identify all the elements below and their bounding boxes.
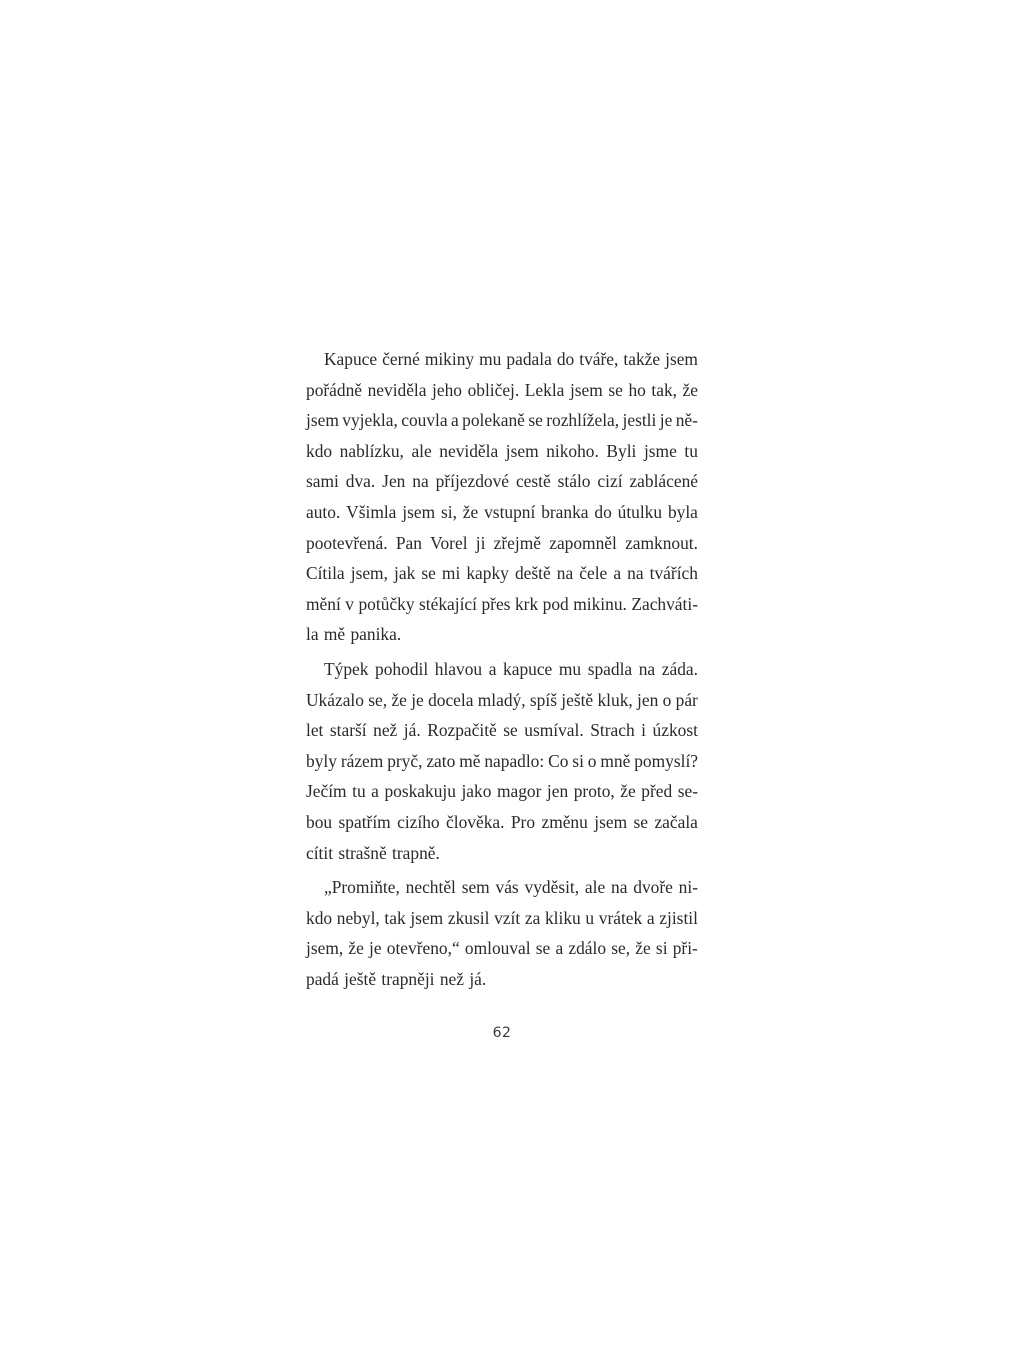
word: pohodil <box>375 658 429 679</box>
word: Kapuce <box>324 349 378 369</box>
word: pomyslí? <box>634 750 698 771</box>
word: Ječím <box>306 781 347 802</box>
word: na <box>627 563 644 584</box>
word: Pan <box>395 532 422 553</box>
word: do <box>594 501 612 522</box>
text-line <box>306 872 698 903</box>
word: a <box>613 563 622 584</box>
word: při- <box>672 938 698 959</box>
word: já. <box>403 720 421 741</box>
word: krk <box>514 593 539 614</box>
word: jsem <box>306 410 339 431</box>
word: proto, <box>573 781 615 802</box>
word: Co <box>548 750 569 771</box>
word: jsme <box>643 440 677 461</box>
word: že <box>391 689 407 710</box>
word: jestli <box>622 410 657 431</box>
word: zřejmě <box>493 532 541 553</box>
text-line <box>306 497 698 528</box>
word: se- <box>677 781 698 802</box>
word: kapky <box>466 563 509 584</box>
body-text <box>306 344 698 994</box>
line-text: cítit strašně trapně. <box>306 842 440 863</box>
word: mi <box>441 563 461 584</box>
word: se <box>503 720 518 741</box>
word: mikinu. <box>573 593 627 614</box>
word: jsem, <box>306 938 344 959</box>
word: polekaně <box>462 410 525 431</box>
word: se, <box>611 938 631 959</box>
word: byla <box>667 501 698 522</box>
word: že <box>635 938 651 959</box>
word: zkusil <box>447 907 490 928</box>
word: a <box>450 410 459 431</box>
word: kapuce <box>503 658 553 679</box>
text-line <box>306 344 698 375</box>
word: mu <box>479 349 502 369</box>
word: Strach <box>590 720 635 741</box>
word: jsem <box>594 811 628 832</box>
word: i <box>641 720 647 741</box>
word: na <box>611 877 628 898</box>
text-line <box>306 654 698 685</box>
word: a <box>555 938 564 959</box>
word: vstupní <box>484 501 536 522</box>
word: jeho <box>432 379 462 400</box>
word: ně- <box>675 410 698 431</box>
word: na <box>638 658 656 679</box>
word: změnu <box>541 811 588 832</box>
word: vyděsit, <box>524 877 580 898</box>
word: se <box>633 811 649 832</box>
word: kluk, <box>597 689 633 710</box>
word: Zachváti- <box>631 593 698 614</box>
word: spatřím <box>338 811 391 832</box>
word: tu <box>684 440 698 461</box>
word: tak <box>384 907 406 928</box>
word: čele <box>579 563 608 584</box>
text-line <box>306 903 698 934</box>
word: že <box>462 501 479 522</box>
word: jsem <box>665 349 698 369</box>
word: cestě <box>515 471 551 492</box>
word: usmíval. <box>524 720 584 741</box>
word: jsem <box>410 907 444 928</box>
word: je <box>659 410 673 431</box>
word: starší <box>329 720 367 741</box>
word: si, <box>440 501 457 522</box>
word: se, <box>368 689 388 710</box>
word: deště <box>514 563 551 584</box>
word: na <box>556 563 574 584</box>
word: u <box>585 907 595 928</box>
word: a <box>488 658 497 679</box>
word: útulku <box>617 501 663 522</box>
paragraph-3 <box>306 872 698 994</box>
word: pod <box>542 593 569 614</box>
word: Vorel <box>430 532 468 553</box>
word: otevřeno,“ <box>386 938 460 959</box>
word: přes <box>481 593 511 614</box>
word: je <box>369 938 382 959</box>
page-number: 62 <box>492 1025 512 1041</box>
word: před <box>641 781 673 802</box>
word: úzkost <box>652 720 698 741</box>
word: Lekla <box>524 379 565 400</box>
word: sem <box>461 877 490 898</box>
text-line <box>306 933 698 964</box>
word: zato <box>426 750 456 771</box>
word: neviděla <box>439 440 499 461</box>
word: vzít <box>494 907 521 928</box>
word: černé <box>382 349 420 369</box>
word: mladý, <box>477 689 526 710</box>
word: bou <box>306 811 333 832</box>
text-line <box>306 405 698 436</box>
word: padala <box>506 349 552 369</box>
paragraph-2 <box>306 654 698 868</box>
word: mně <box>600 750 631 771</box>
word: o <box>587 750 597 771</box>
word: a <box>646 907 655 928</box>
word: Pro <box>510 811 536 832</box>
word: pár <box>675 689 698 710</box>
text-line <box>306 619 698 650</box>
word: hlavou <box>434 658 483 679</box>
word: tu <box>352 781 366 802</box>
word: Cítila <box>306 563 345 584</box>
word: že <box>620 781 636 802</box>
word: couvla <box>401 410 448 431</box>
word: jen <box>637 689 659 710</box>
word: „Promiňte, <box>324 877 400 898</box>
word: spadla <box>587 658 633 679</box>
word: dva. <box>345 471 376 492</box>
text-line <box>306 375 698 406</box>
word: že <box>682 379 698 400</box>
word: Týpek <box>324 658 369 679</box>
word: je <box>411 689 424 710</box>
word: napadlo: <box>484 750 545 771</box>
word: kdo <box>306 907 333 928</box>
word: ještě <box>561 689 594 710</box>
word: si <box>655 938 668 959</box>
word: jsem <box>569 379 603 400</box>
word: pořádně <box>306 379 363 400</box>
word: jako <box>461 781 492 802</box>
word: pryč, <box>387 750 423 771</box>
text-line <box>306 589 698 620</box>
word: mu <box>558 658 582 679</box>
word: byly <box>306 750 337 771</box>
word: pootevřená. <box>306 532 388 553</box>
word: Ukázalo <box>306 689 364 710</box>
word: si <box>572 750 584 771</box>
word: rozhlížela, <box>546 410 620 431</box>
word: Rozpačitě <box>427 720 497 741</box>
word: vás <box>495 877 519 898</box>
word: ho <box>628 379 646 400</box>
word: branka <box>541 501 589 522</box>
word: obličej. <box>467 379 520 400</box>
text-line <box>306 776 698 807</box>
word: stálo <box>557 471 591 492</box>
word: tváře, <box>579 349 619 369</box>
word: se <box>608 379 623 400</box>
word: stékající <box>419 593 477 614</box>
word: Všimla <box>346 501 397 522</box>
word: příjezdové <box>435 471 510 492</box>
text-line <box>306 715 698 746</box>
word: než <box>373 720 398 741</box>
word: do <box>556 349 575 369</box>
word: a <box>371 781 379 802</box>
word: jsem, <box>350 563 388 584</box>
word: potůčky <box>358 593 415 614</box>
word: jsem <box>402 501 436 522</box>
text-line <box>306 466 698 497</box>
word: ale <box>584 877 606 898</box>
word: nikoho. <box>546 440 599 461</box>
text-line <box>306 558 698 589</box>
word: kliku <box>544 907 581 928</box>
word: tvářích <box>649 563 698 584</box>
word: let <box>306 720 324 741</box>
word: cizí <box>597 471 623 492</box>
word: poskakuju <box>384 781 456 802</box>
word: se <box>535 938 551 959</box>
word: za <box>524 907 541 928</box>
word: zapomněl <box>549 532 617 553</box>
word: ni- <box>678 877 698 898</box>
word: záda. <box>661 658 698 679</box>
word: zablácené <box>629 471 698 492</box>
word: v <box>345 593 354 614</box>
word: mě <box>459 750 481 771</box>
text-line <box>306 685 698 716</box>
line-text: la mě panika. <box>306 624 402 645</box>
word: jen <box>546 781 569 802</box>
word: vrátek <box>598 907 643 928</box>
text-line <box>306 838 698 869</box>
word: mikiny <box>424 349 475 369</box>
word: jak <box>394 563 416 584</box>
word: cizího <box>397 811 440 832</box>
word: se <box>421 563 436 584</box>
word: takže <box>623 349 661 369</box>
word: zdálo <box>568 938 607 959</box>
word: že <box>348 938 364 959</box>
text-line <box>306 964 698 995</box>
word: rázem <box>340 750 384 771</box>
word: nechtěl <box>405 877 456 898</box>
paragraph-1 <box>306 344 698 650</box>
word: nebyl, <box>336 907 380 928</box>
word: se <box>528 410 543 431</box>
word: člověka. <box>446 811 505 832</box>
word: ji <box>475 532 486 553</box>
word: magor <box>496 781 542 802</box>
line-text: padá ještě trapněji než já. <box>306 968 487 989</box>
text-line <box>306 746 698 777</box>
word: sami <box>306 471 339 492</box>
word: neviděla <box>367 379 427 400</box>
word: tak, <box>651 379 677 400</box>
word: kdo <box>306 440 333 461</box>
text-line <box>306 436 698 467</box>
word: o <box>662 689 672 710</box>
word: začala <box>654 811 698 832</box>
word: vyjekla, <box>342 410 398 431</box>
word: Jen <box>382 471 406 492</box>
word: zjistil <box>659 907 698 928</box>
word: zamknout. <box>625 532 698 553</box>
word: dvoře <box>633 877 673 898</box>
word: jsem <box>505 440 539 461</box>
word: Byli <box>606 440 637 461</box>
word: omlouval <box>464 938 531 959</box>
word: spíš <box>529 689 557 710</box>
word: mění <box>306 593 341 614</box>
word: nablízku, <box>339 440 404 461</box>
word: na <box>412 471 429 492</box>
word: ale <box>411 440 432 461</box>
text-line <box>306 528 698 559</box>
word: docela <box>428 689 474 710</box>
text-line <box>306 807 698 838</box>
word: auto. <box>306 501 341 522</box>
